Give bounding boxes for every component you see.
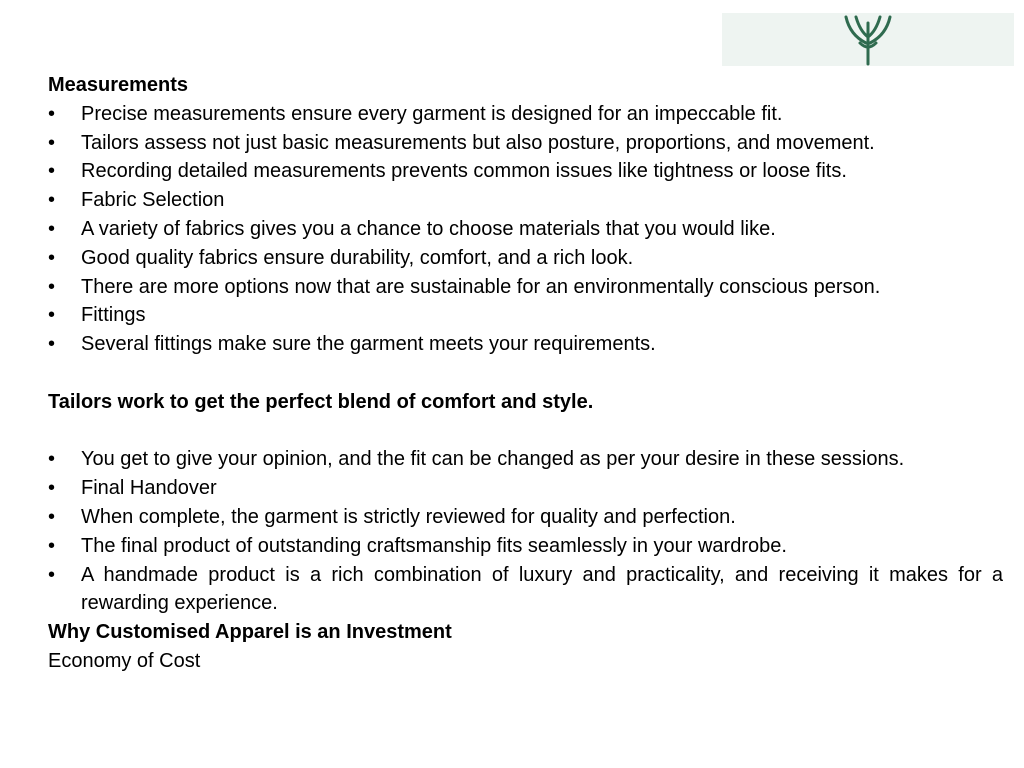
list-item: • There are more options now that are sustainable for an environmentally conscious person. bbox=[48, 273, 1003, 302]
list-item: • Good quality fabrics ensure durability, comfort, and a rich look. bbox=[48, 244, 1003, 273]
measurements-list bbox=[48, 100, 1003, 359]
list-item: • A handmade product is a rich combination of luxury and practicality, and receiving it makes for a rewarding experience. bbox=[48, 561, 1003, 619]
investment-subheading: Economy of Cost bbox=[48, 649, 201, 672]
list-item: • Fabric Selection bbox=[48, 186, 1003, 215]
list-item: • A variety of fabrics gives you a chance to choose materials that you would like. bbox=[48, 215, 1003, 244]
statement-heading: Tailors work to get the perfect blend of comfort and style. bbox=[48, 390, 594, 413]
trident-monogram-logo-icon bbox=[838, 13, 898, 66]
investment-heading: Why Customised Apparel is an Investment bbox=[48, 621, 452, 644]
list-item: • Precise measurements ensure every garment is designed for an impeccable fit. bbox=[48, 100, 1003, 129]
list-item: • Fittings bbox=[48, 301, 1003, 330]
list-item: • Several fittings make sure the garment meets your requirements. bbox=[48, 330, 1003, 359]
measurements-heading: Measurements bbox=[48, 74, 189, 96]
logo-banner bbox=[722, 13, 1014, 66]
fittings-list bbox=[48, 445, 1003, 618]
list-item: • Recording detailed measurements prevents common issues like tightness or loose fits. bbox=[48, 157, 1003, 186]
list-item: • When complete, the garment is strictly reviewed for quality and perfection. bbox=[48, 503, 1003, 532]
spacer bbox=[48, 359, 1003, 388]
list-item: • Final Handover bbox=[48, 474, 1003, 503]
list-item: • You get to give your opinion, and the fit can be changed as per your desire in these sessions. bbox=[48, 445, 1003, 474]
list-item: • The final product of outstanding craftsmanship fits seamlessly in your wardrobe. bbox=[48, 532, 1003, 561]
document-body bbox=[48, 71, 1003, 676]
spacer bbox=[48, 417, 1003, 446]
list-item: • Tailors assess not just basic measurements but also posture, proportions, and movement. bbox=[48, 129, 1003, 158]
